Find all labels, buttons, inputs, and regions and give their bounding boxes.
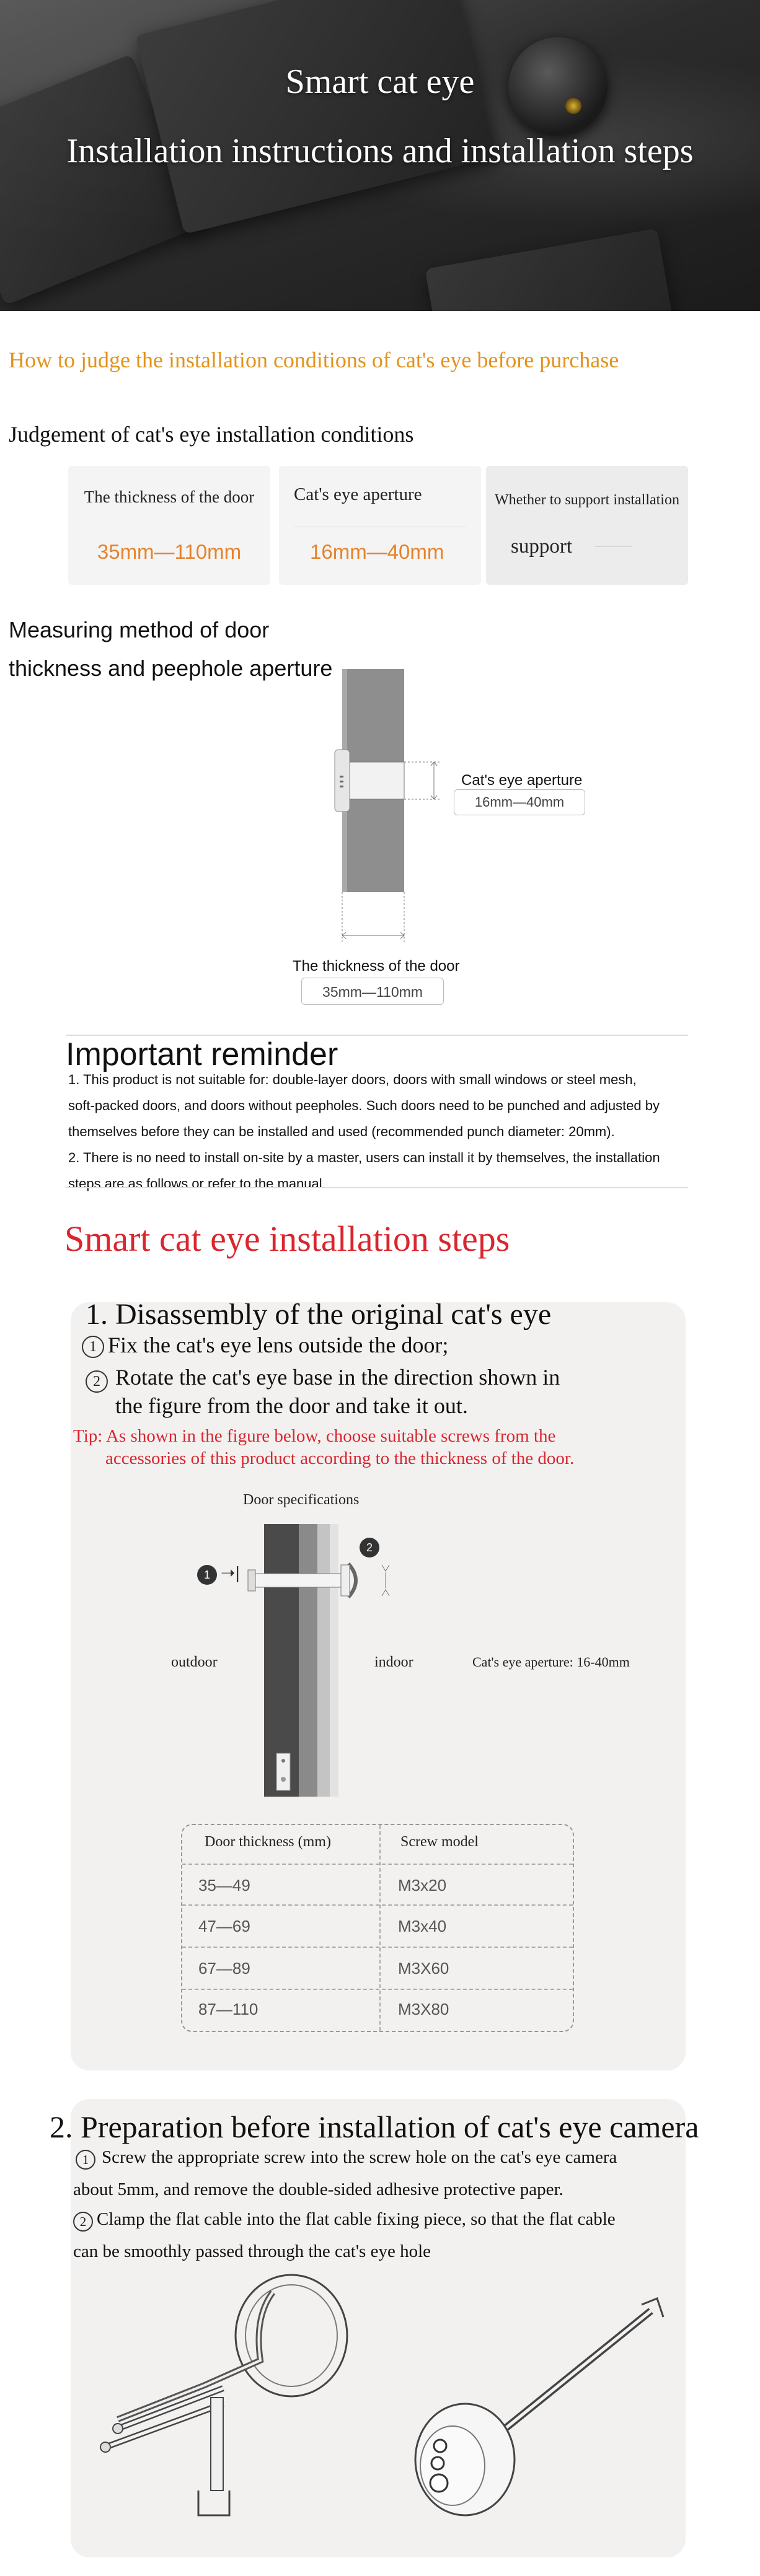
- screw-head-icon-2: [100, 2442, 110, 2452]
- table-cell-thickness: 35—49: [198, 1876, 250, 1895]
- screw-head-icon: [113, 2424, 123, 2434]
- lens-head: [248, 1570, 255, 1591]
- table-cell-thickness: 67—89: [198, 1959, 250, 1978]
- hero-device-panel-bottom: [425, 229, 679, 311]
- step1-marker-2: [360, 1538, 379, 1557]
- hero-title: Smart cat eye: [285, 63, 475, 101]
- purchase-heading: How to judge the installation conditions of cat's eye before purchase: [9, 348, 619, 372]
- steps-heading: Smart cat eye installation steps: [64, 1219, 510, 1259]
- table-cell-screw: M3x40: [398, 1917, 447, 1935]
- condition-label: Whether to support installation: [495, 492, 679, 508]
- camera-assembled-illustration: [397, 2286, 669, 2534]
- step2-item1-number: [76, 2150, 95, 2170]
- step2-item2-line1: Clamp the flat cable into the flat cable fixing piece, so that the flat cable: [97, 2209, 616, 2229]
- hero-subtitle: Installation instructions and installation steps: [66, 132, 694, 170]
- step2-title: 2. Preparation before installation of cat's eye camera: [50, 2109, 699, 2144]
- measuring-heading-line2: thickness and peephole aperture: [9, 655, 333, 681]
- condition-label: Cat's eye aperture: [294, 484, 422, 504]
- fixing-clip-icon: [198, 2491, 229, 2515]
- step1-tip-line1: Tip: As shown in the figure below, choose suitable screws from the: [73, 1426, 556, 1446]
- indicator-dots-icon: [340, 776, 343, 787]
- table-header-thickness: Door thickness (mm): [205, 1834, 331, 1850]
- reminder-line-5: steps are as follows or refer to the manual: [68, 1176, 322, 1191]
- camera-face: [420, 2426, 485, 2505]
- reminder-bottom-divider: [66, 1187, 688, 1188]
- table-cell-screw: M3x20: [398, 1876, 447, 1895]
- table-row: [182, 1904, 573, 1947]
- door-layer-light: [317, 1524, 330, 1797]
- step2-item1-line1: Screw the appropriate screw into the screw hole on the cat's eye camera: [102, 2147, 617, 2167]
- condition-value: support: [511, 535, 572, 558]
- aperture-value: 16mm—40mm: [474, 794, 565, 810]
- base-ring-body: [341, 1565, 350, 1596]
- table-cell-screw: M3X80: [398, 2000, 449, 2018]
- step1-item2-number-text: 2: [93, 1373, 100, 1390]
- table-cell-thickness: 87—110: [198, 2000, 258, 2018]
- table-cell-thickness: 47—69: [198, 1917, 250, 1935]
- step2-item2-number: [73, 2212, 93, 2232]
- conditions-heading: Judgement of cat's eye installation conditions: [9, 422, 414, 447]
- step2-item2-line2: can be smoothly passed through the cat's eye hole: [73, 2241, 431, 2261]
- step1-item2-line1: Rotate the cat's eye base in the direction shown in: [115, 1365, 560, 1390]
- reminder-line-3: themselves before they can be installed and used (recommended punch diameter: 20mm).: [68, 1124, 615, 1139]
- reminder-title: Important reminder: [66, 1036, 338, 1072]
- table-cell-screw: M3X60: [398, 1959, 449, 1978]
- door-layer-lightest: [330, 1524, 338, 1797]
- step1-item1-number-text: 1: [89, 1339, 97, 1355]
- reminder-line-2: soft-packed doors, and doors without peepholes. Such doors need to be punched and adjusted by: [68, 1098, 660, 1113]
- condition-card-support: [486, 466, 688, 585]
- camera-screw-illustration: [99, 2267, 372, 2534]
- device-lens-icon: [281, 1759, 285, 1763]
- aperture-label: Cat's eye aperture: [461, 772, 583, 789]
- camera-button-icon: [430, 2474, 448, 2492]
- peephole-insert: [346, 762, 404, 799]
- condition-divider: [595, 546, 632, 547]
- condition-card-aperture: [279, 466, 481, 585]
- screw-model-table: [181, 1824, 574, 2032]
- step1-tip-line2: accessories of this product according to the thickness of the door.: [105, 1448, 575, 1468]
- step1-item2-line2: the figure from the door and take it out.: [115, 1393, 468, 1418]
- table-row: [182, 1864, 573, 1904]
- step1-marker-1: [197, 1565, 217, 1585]
- thickness-value: 35mm—110mm: [322, 984, 423, 1000]
- fixing-piece: [211, 2398, 223, 2491]
- door-layer-mid: [299, 1524, 317, 1797]
- screw-shaft: [254, 1574, 347, 1587]
- camera-sensor-icon: [431, 2457, 444, 2469]
- camera-ring-outer: [236, 2275, 347, 2396]
- table-row: [182, 1947, 573, 1989]
- condition-label: The thickness of the door: [84, 488, 255, 506]
- measuring-heading-line1: Measuring method of door: [9, 617, 270, 642]
- outdoor-label: outdoor: [171, 1654, 218, 1670]
- hero-device-panel: [135, 0, 497, 234]
- condition-value: 16mm—40mm: [310, 540, 444, 563]
- arrow-right-icon: ➝|: [221, 1563, 240, 1582]
- thickness-label: The thickness of the door: [293, 958, 460, 975]
- door-spec-label: Door specifications: [243, 1492, 360, 1508]
- step2-item1-line2: about 5mm, and remove the double-sided adhesive protective paper.: [73, 2180, 563, 2199]
- step1-item1: Fix the cat's eye lens outside the door;: [108, 1333, 449, 1357]
- step1-marker-1-text: 1: [203, 1569, 210, 1581]
- table-row: [182, 1989, 573, 2031]
- cable-extension-stripe: [490, 2311, 651, 2441]
- diagram-aperture-label: Cat's eye aperture: 16-40mm: [472, 1654, 630, 1670]
- condition-card-thickness: [68, 466, 270, 585]
- door-measurement-diagram: [285, 669, 608, 966]
- step1-marker-2-text: 2: [366, 1541, 373, 1554]
- reminder-line-4: 2. There is no need to install on-site by a master, users can install it by themselves, the installation: [68, 1150, 660, 1165]
- condition-value: 35mm—110mm: [97, 540, 242, 563]
- hero-banner: [0, 0, 760, 311]
- step1-title: 1. Disassembly of the original cat's eye: [86, 1298, 552, 1331]
- step1-item2-number: [86, 1370, 108, 1393]
- indoor-label: indoor: [374, 1654, 413, 1670]
- table-header-screw: Screw model: [400, 1834, 479, 1850]
- camera-lens-icon: [434, 2440, 446, 2452]
- device-button-icon: [281, 1777, 286, 1782]
- step1-item1-number: [82, 1336, 104, 1358]
- step2-item2-number-text: 2: [79, 2214, 87, 2229]
- reminder-line-1: 1. This product is not suitable for: double-layer doors, doors with small windows or steel mesh,: [68, 1072, 637, 1087]
- step2-item1-number-text: 1: [82, 2152, 89, 2167]
